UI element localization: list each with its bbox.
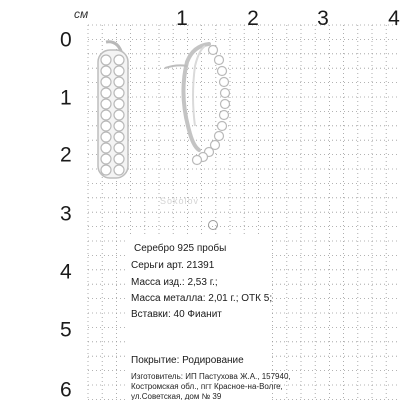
stone (101, 88, 111, 98)
stone (221, 100, 230, 109)
tag-weight: Масса изд.: 2,53 г.; (131, 277, 218, 288)
stone (114, 143, 124, 153)
stone (101, 66, 111, 76)
stone (101, 132, 111, 142)
stone (114, 77, 124, 87)
tag-hole (208, 220, 218, 230)
x-label-2: 2 (247, 7, 259, 30)
y-label-2: 2 (60, 143, 72, 167)
stone (221, 89, 230, 98)
stone (101, 154, 111, 164)
tag-article: Серьги арт. 21391 (131, 260, 215, 271)
stone (114, 132, 124, 142)
product-tag (128, 236, 291, 400)
stone (101, 143, 111, 153)
stone (101, 77, 111, 87)
y-label-3: 3 (60, 202, 72, 226)
stone (101, 99, 111, 109)
y-label-5: 5 (60, 318, 72, 342)
stone (114, 55, 124, 65)
x-label-1: 1 (176, 7, 188, 30)
stone (218, 122, 227, 131)
stone (114, 154, 124, 164)
stone (114, 110, 124, 120)
stone (218, 67, 227, 76)
stone (114, 66, 124, 76)
stone (101, 55, 111, 65)
stone (101, 121, 111, 131)
stone (193, 156, 202, 165)
tag-metal-weight: Масса металла: 2,01 г.; ОТК 5; (131, 293, 273, 304)
x-label-4: 4 (388, 7, 400, 30)
earring-side-image (165, 40, 245, 170)
stone (114, 121, 124, 131)
tag-title: Серебро 925 пробы (134, 243, 227, 254)
earring-front-image (92, 40, 132, 180)
y-label-4: 4 (60, 260, 72, 284)
stone (220, 111, 229, 120)
stone (220, 78, 229, 87)
x-label-3: 3 (317, 7, 329, 30)
tag-maker-line-3: ул.Советская, дом № 39 (131, 392, 222, 400)
stone (209, 46, 218, 55)
stone (114, 165, 124, 175)
stone (215, 132, 224, 141)
watermark-text: Sokolov (160, 196, 200, 206)
unit-label: см (74, 7, 89, 21)
y-label-1: 1 (60, 86, 72, 110)
stone (215, 56, 224, 65)
y-label-6: 6 (60, 378, 72, 400)
stone (101, 110, 111, 120)
tag-inserts: Вставки: 40 Фианит (131, 309, 222, 320)
stone (114, 88, 124, 98)
stone (114, 99, 124, 109)
tag-coating: Покрытие: Родирование (131, 355, 244, 366)
tag-maker-line-1: Изготовитель: ИП Пастухова Ж.А., 157940, (131, 372, 291, 381)
stone (101, 165, 111, 175)
y-label-0: 0 (60, 28, 72, 52)
tag-maker-line-2: Костромская обл., пгт Красное-на-Волге, (131, 382, 283, 391)
